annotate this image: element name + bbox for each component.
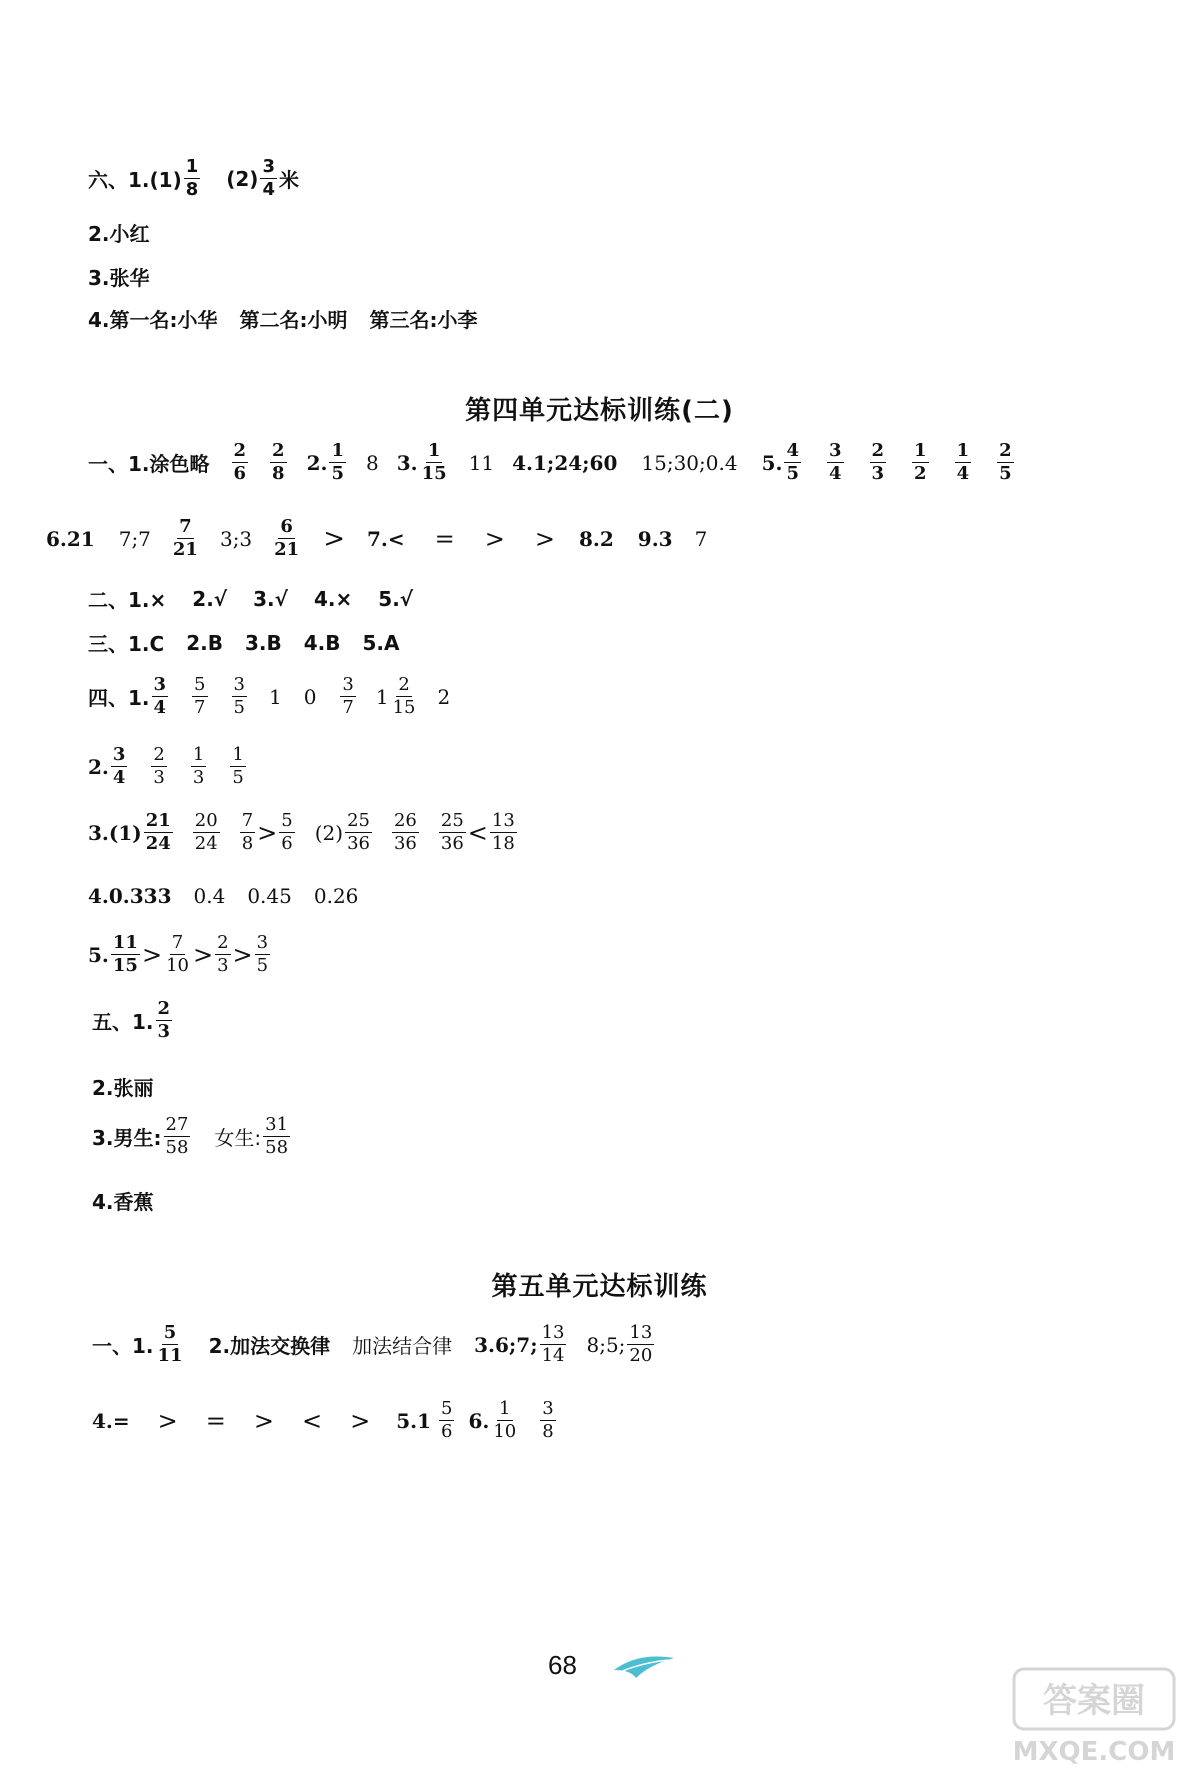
page-number: 68 — [548, 1650, 577, 1680]
s6-head: 六、1.(1) — [88, 168, 182, 192]
watermark-text: MXQE.COM — [1012, 1737, 1176, 1767]
leaf-ornament-icon — [610, 1648, 680, 1684]
unit5-line-1: 一、1. $\frac{5}{11}$ 2.加法交换律 加法结合律 3.6;7; $\frac{13}{14}$ 8;5; $\frac{13}{20}$ — [92, 1322, 653, 1366]
unit4-line-2: 6.21 7;7 $\frac{7}{21}$ 3;3 $\frac{6}{21}$ > 7.< = > > 8.2 9.3 7 — [46, 516, 708, 560]
unit5-title: 第五单元达标训练 — [491, 1272, 708, 1302]
unit4-s4-2: 2. $\frac{3}{4}$ $\frac{2}{3}$ $\frac{1}{3}$ $\frac{1}{5}$ — [88, 744, 244, 788]
unit4-s4-1: 四、1. $\frac{3}{4}$ $\frac{5}{7}$ $\frac{3}{5}$ 1 0 $\frac{3}{7}$ 1 $\frac{2}{15}$ 2 — [88, 674, 451, 718]
unit4-s5-1: 五、1. $\frac{2}{3}$ — [92, 998, 171, 1042]
unit4-s4-4: 4.0.333 0.4 0.45 0.26 — [88, 884, 359, 908]
answer-line-s6-3: 3.张华 — [88, 266, 150, 290]
unit4-s5-3: 3.男生: $\frac{27}{58}$ 女生: $\frac{31}{58}$ — [92, 1114, 289, 1158]
svg-text:答案圈: 答案圈 — [1043, 1681, 1145, 1721]
unit4-s5-2: 2.张丽 — [92, 1076, 154, 1100]
fraction: $\frac{1}{8}$ — [185, 156, 199, 200]
unit5-line-2: 4.= > = > < > 5.1 $\frac{5}{6}$ 6. $\frac{1}{10}$ $\frac{3}{8}$ — [92, 1398, 554, 1442]
unit4-line-1: 一、1.涂色略 $\frac{2}{6}$ $\frac{2}{8}$ 2. $\frac{1}{5}$ 8 3. $\frac{1}{15}$ 11 4.1;24;60 15;30;0.4 5. $\frac{4}{5}$ $\frac{3}{4}$ $\frac{2}{3}$ $\frac{1}{2}$ $\frac{1}{4}$ $\frac{2}{5}$ — [88, 440, 1012, 484]
unit4-s5-4: 4.香蕉 — [92, 1190, 154, 1214]
unit4-s4-5: 5. $\frac{11}{15}$ > $\frac{7}{10}$ > $\frac{2}{3}$ > $\frac{3}{5}$ — [88, 932, 269, 976]
answer-line-s6-4: 4.第一名:小华 第二名:小明 第三名:小李 — [88, 308, 478, 332]
unit4-title: 第四单元达标训练(二) — [465, 396, 734, 426]
fraction: $\frac{3}{4}$ — [262, 156, 275, 200]
unit4-s3: 三、1.C 2.B 3.B 4.B 5.A — [88, 630, 400, 656]
answer-line-s6-2: 2.小红 — [88, 222, 150, 246]
unit4-s2: 二、1.× 2.√ 3.√ 4.× 5.√ — [88, 586, 414, 612]
watermark-logo-icon — [1009, 1664, 1179, 1774]
unit4-s4-3: 3.(1) $\frac{21}{24}$ $\frac{20}{24}$ $\frac{7}{8}$ > $\frac{5}{6}$ (2) $\frac{25}{36}$ $\frac{26}{36}$ $\frac{25}{36}$ < $\frac{13}{18}$ — [88, 810, 515, 854]
answer-line-s6-1: 六、1.(1) $\frac{1}{8}$ (2) $\frac{3}{4}$ 米 — [88, 156, 299, 200]
